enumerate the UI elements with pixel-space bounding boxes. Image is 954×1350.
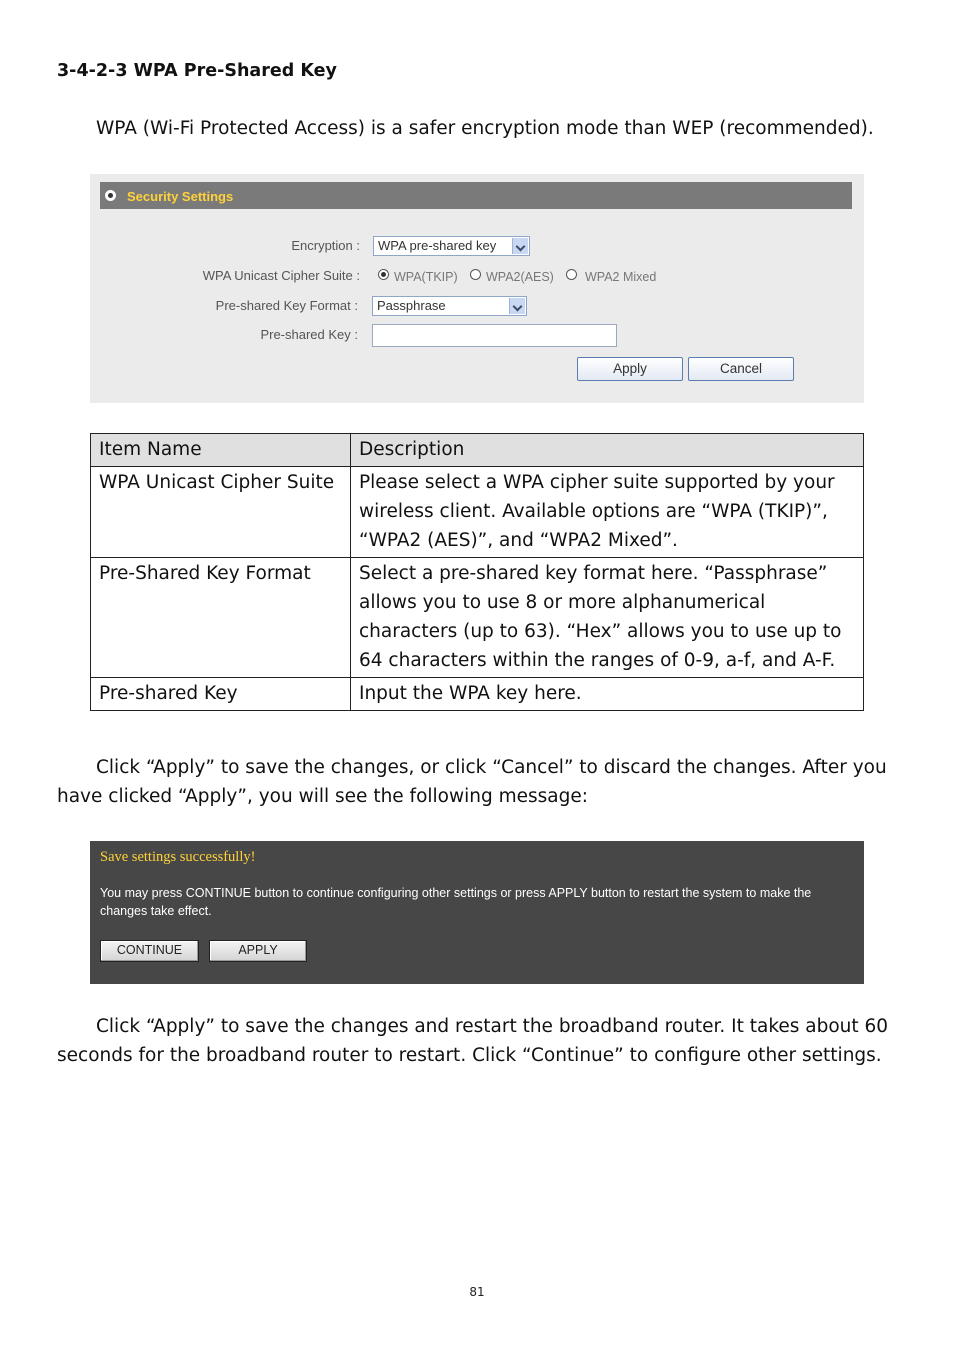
radio-wpa2-aes[interactable] (470, 269, 481, 280)
apply-button[interactable]: Apply (577, 357, 683, 381)
table-cell-name: WPA Unicast Cipher Suite (91, 467, 351, 558)
chevron-down-icon (509, 298, 525, 314)
table-cell-name: Pre-Shared Key Format (91, 558, 351, 678)
pre-shared-key-label: Pre-shared Key : (260, 327, 358, 342)
save-message-body: You may press CONTINUE button to continue configuring other settings or press APPLY button to restart the system to make the changes take effect. (100, 886, 812, 918)
restart-paragraph-line1: Click “Apply” to save the changes and restart the broadband router. It takes about 60 (96, 1016, 889, 1037)
table-header-row (91, 434, 864, 467)
key-format-label: Pre-shared Key Format : (215, 298, 358, 313)
description-line: Please select a WPA cipher suite supported by your (359, 472, 835, 493)
table-cell-description (351, 558, 864, 678)
description-line: “WPA2 (AES)”, and “WPA2 Mixed”. (359, 530, 678, 551)
table-cell-description (351, 678, 864, 711)
radio-wpa2-mixed-label: WPA2 Mixed (585, 270, 657, 284)
encryption-select[interactable] (373, 236, 530, 256)
table-cell-name: Pre-shared Key (91, 678, 351, 711)
description-line: 64 characters within the ranges of 0-9, a-f, and A-F. (359, 650, 836, 671)
cipher-suite-label: WPA Unicast Cipher Suite : (202, 268, 360, 283)
table-cell-description (351, 467, 864, 558)
apply-paragraph-line2: have clicked “Apply”, you will see the following message: (57, 786, 588, 807)
cancel-button[interactable]: Cancel (688, 357, 794, 381)
table-row (91, 558, 864, 678)
section-heading: 3-4-2-3 WPA Pre-Shared Key (57, 61, 337, 81)
header-bullet-icon (105, 190, 116, 201)
intro-text: WPA (Wi-Fi Protected Access) is a safer encryption mode than WEP (recommended). (96, 118, 874, 139)
table-row (91, 678, 864, 711)
apply-restart-button[interactable]: APPLY (209, 940, 307, 962)
table-header-description: Description (351, 434, 864, 467)
table-row (91, 467, 864, 558)
item-description-table (90, 433, 864, 711)
radio-wpa2-aes-label: WPA2(AES) (486, 270, 554, 284)
page-number: 81 (469, 1285, 485, 1299)
description-line: Input the WPA key here. (359, 683, 582, 704)
radio-wpa-tkip[interactable] (378, 269, 389, 280)
table-header-item-name: Item Name (91, 434, 351, 467)
continue-button[interactable]: CONTINUE (100, 940, 199, 962)
radio-wpa-tkip-label: WPA(TKIP) (394, 270, 458, 284)
description-line: characters (up to 63). “Hex” allows you to use up to (359, 621, 842, 642)
pre-shared-key-input[interactable] (372, 324, 617, 347)
description-line: wireless client. Available options are “WPA (TKIP)”, (359, 501, 828, 522)
key-format-select[interactable] (372, 296, 527, 316)
encryption-label: Encryption : (291, 238, 360, 253)
encryption-select-value: WPA pre-shared key (378, 238, 497, 253)
key-format-select-value: Passphrase (377, 298, 446, 313)
security-settings-title: Security Settings (127, 189, 234, 204)
description-line: allows you to use 8 or more alphanumerical (359, 592, 766, 613)
radio-wpa2-mixed[interactable] (566, 269, 577, 280)
chevron-down-icon (512, 238, 528, 254)
save-message-title: Save settings successfully! (100, 849, 256, 865)
description-line: Select a pre-shared key format here. “Passphrase” (359, 563, 828, 584)
apply-paragraph-line1: Click “Apply” to save the changes, or click “Cancel” to discard the changes. After you (96, 757, 887, 778)
restart-paragraph-line2: seconds for the broadband router to restart. Click “Continue” to configure other settings. (57, 1045, 882, 1066)
